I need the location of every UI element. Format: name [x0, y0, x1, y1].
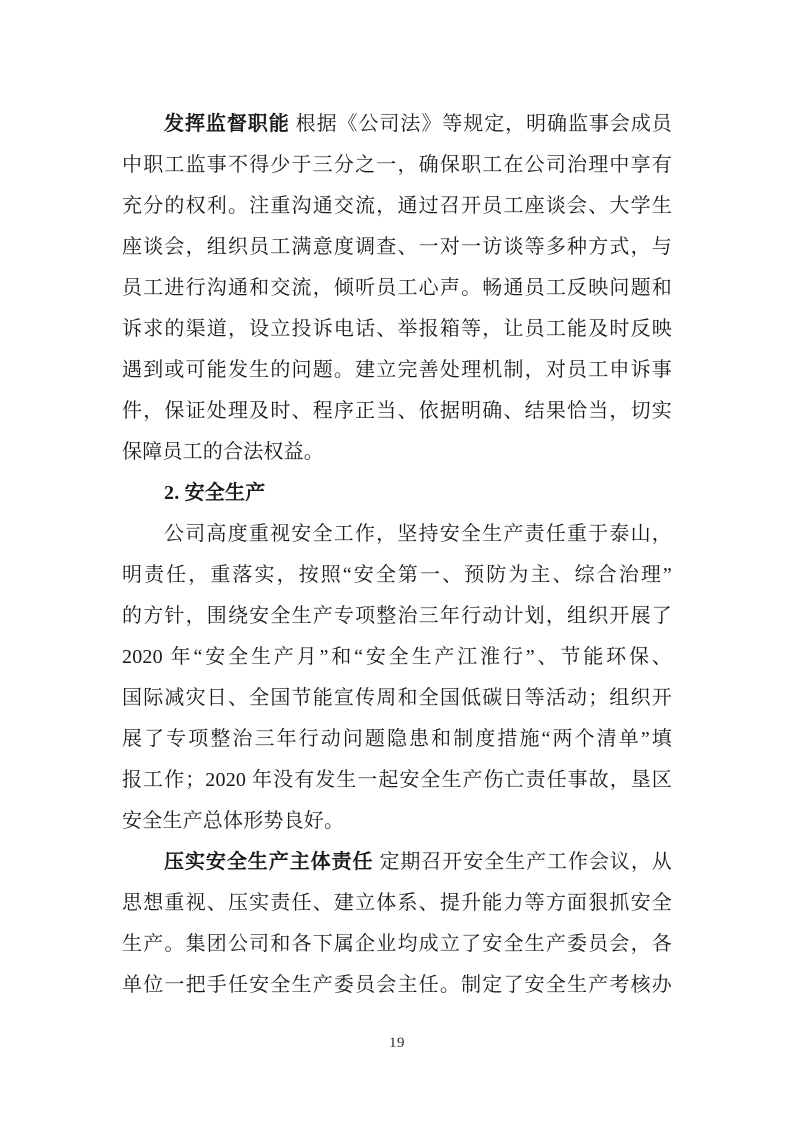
text-line	[122, 432, 672, 473]
text-run: 件，保证处理及时、程序正当、依据明确、结果恰当，切实	[122, 400, 672, 422]
text-line	[122, 186, 672, 227]
text-line	[122, 514, 672, 555]
text-line	[122, 678, 672, 719]
text-line	[122, 637, 672, 678]
text-line	[122, 965, 672, 1006]
text-line	[122, 227, 672, 268]
text-run: 诉求的渠道，设立投诉电话、举报箱等，让员工能及时反映	[122, 318, 672, 340]
text-run: 遇到或可能发生的问题。建立完善处理机制，对员工申诉事	[122, 359, 672, 381]
text-line	[122, 350, 672, 391]
text-run: 安全生产总体形势良好。	[122, 810, 345, 832]
text-line	[122, 883, 672, 924]
section-heading	[122, 473, 672, 514]
text-run: 国际减灾日、全国节能宣传周和全国低碳日等活动；组织开	[122, 687, 672, 709]
text-run: 定期召开安全生产工作会议，从	[373, 851, 672, 873]
bold-run: 发挥监督职能	[164, 113, 290, 135]
bold-run: 2. 安全生产	[164, 482, 266, 504]
text-run: 员工进行沟通和交流，倾听员工心声。畅通员工反映问题和	[122, 277, 672, 299]
text-line	[122, 924, 672, 965]
text-line	[122, 760, 672, 801]
text-line	[122, 842, 672, 883]
text-line	[122, 719, 672, 760]
page-number: 19	[389, 1035, 405, 1051]
text-run: 单位一把手任安全生产委员会主任。制定了安全生产考核办	[122, 974, 672, 996]
text-run: 展了专项整治三年行动问题隐患和制度措施“两个清单”填	[122, 728, 672, 750]
text-run: 思想重视、压实责任、建立体系、提升能力等方面狠抓安全	[122, 892, 672, 914]
text-run: 报工作；2020 年没有发生一起安全生产伤亡责任事故，垦区	[122, 769, 672, 791]
text-line	[122, 596, 672, 637]
text-run: 2020 年“安全生产月”和“安全生产江淮行”、节能环保、	[122, 646, 672, 668]
text-line	[122, 145, 672, 186]
bold-run: 压实安全生产主体责任	[164, 851, 374, 873]
text-run: 根据《公司法》等规定，明确监事会成员	[289, 113, 672, 135]
text-run: 明责任，重落实，按照“安全第一、预防为主、综合治理”	[122, 564, 672, 586]
text-line	[122, 391, 672, 432]
text-line	[122, 104, 672, 145]
text-run: 公司高度重视安全工作，坚持安全生产责任重于泰山，	[164, 523, 672, 545]
document-content	[122, 104, 672, 1006]
text-run: 生产。集团公司和各下属企业均成立了安全生产委员会，各	[122, 933, 672, 955]
text-line	[122, 555, 672, 596]
text-run: 充分的权利。注重沟通交流，通过召开员工座谈会、大学生	[122, 195, 672, 217]
text-run: 中职工监事不得少于三分之一，确保职工在公司治理中享有	[122, 154, 672, 176]
text-line	[122, 801, 672, 842]
text-line	[122, 309, 672, 350]
text-run: 保障员工的合法权益。	[122, 441, 324, 463]
text-line	[122, 268, 672, 309]
text-run: 的方针，围绕安全生产专项整治三年行动计划，组织开展了	[122, 605, 672, 627]
text-run: 座谈会，组织员工满意度调查、一对一访谈等多种方式，与	[122, 236, 672, 258]
